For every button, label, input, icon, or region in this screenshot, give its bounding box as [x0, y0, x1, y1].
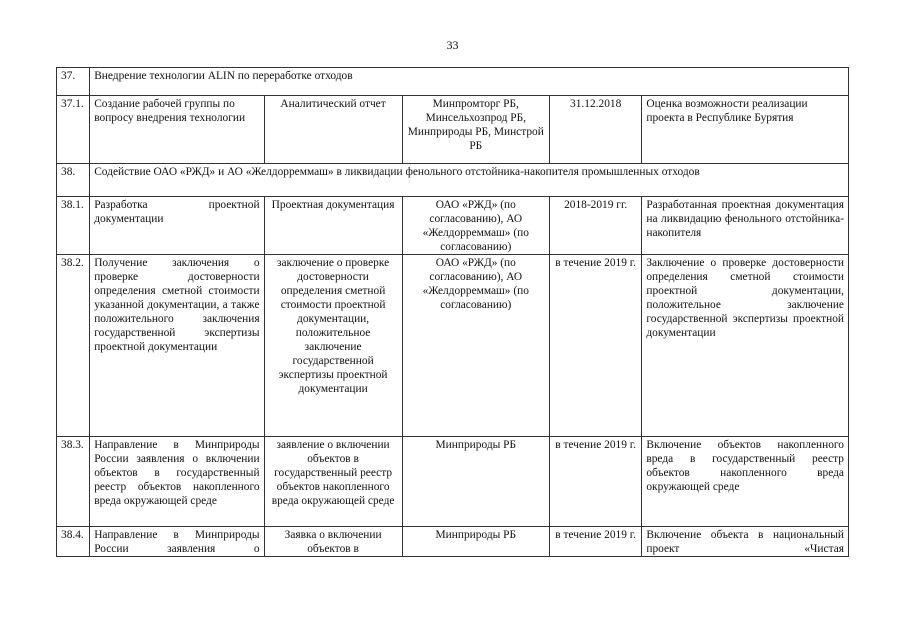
- deadline-cell: 2018-2019 гг.: [549, 197, 641, 255]
- action-cell: Разработка проектной документации: [90, 197, 264, 255]
- action-cell: Получение заключения о проверке достоверности определения сметной стоимости указанной документации, а также положительного заключения государственной экспертизы проектной документации: [90, 255, 264, 437]
- result-type-text: Заявка о включении объектов в: [284, 529, 382, 555]
- item-number: 37.: [57, 68, 90, 96]
- item-number: 38.3.: [57, 437, 90, 527]
- result-type-cell: Проектная документация: [264, 197, 402, 255]
- table-row: [57, 255, 849, 437]
- item-number: 38.4.: [57, 527, 90, 557]
- responsible-cell: Минприроды РБ: [402, 437, 549, 527]
- action-cell: Создание рабочей группы по вопросу внедрения технологии: [90, 96, 264, 164]
- outcome-cell: [642, 527, 849, 557]
- table-row: [57, 437, 849, 527]
- action-cell: Направление в Минприроды России заявления о включении объектов в государственный реестр объектов накопленного вреда окружающей среде: [90, 437, 264, 527]
- responsible-cell: ОАО «РЖД» (по согласованию), АО «Желдорреммаш» (по согласованию): [402, 197, 549, 255]
- deadline-cell: в течение 2019 г.: [549, 437, 641, 527]
- section-title: Внедрение технологии ALIN по переработке отходов: [90, 68, 849, 96]
- item-number: 38.: [57, 164, 90, 197]
- outcome-cell: Включение объектов накопленного вреда в государственный реестр объектов накопленного вреда окружающей среде: [642, 437, 849, 527]
- result-type-cell: [264, 527, 402, 557]
- result-type-cell: заключение о проверке достоверности определения сметной стоимости проектной документации, положительное заключение государственной экспертизы проектной документации: [264, 255, 402, 437]
- result-type-cell: Аналитический отчет: [264, 96, 402, 164]
- outcome-text: Включение объекта в национальный проект «Чистая: [646, 529, 844, 555]
- item-number: 38.1.: [57, 197, 90, 255]
- responsible-text: Минприроды РБ: [435, 529, 516, 541]
- deadline-cell: 31.12.2018: [549, 96, 641, 164]
- table-row: [57, 527, 849, 557]
- deadline-cell: в течение 2019 г.: [549, 255, 641, 437]
- table-row-section: [57, 164, 849, 197]
- action-cell: [90, 527, 264, 557]
- outcome-cell: Оценка возможности реализации проекта в Республике Бурятия: [642, 96, 849, 164]
- outcome-cell: Заключение о проверке достоверности определения сметной стоимости проектной документации, положительное заключение государственной экспертизы проектной документации: [642, 255, 849, 437]
- result-type-cell: заявление о включении объектов в государственный реестр объектов накопленного вреда окружающей среде: [264, 437, 402, 527]
- responsible-cell: Минпромторг РБ, Минсельхозпрод РБ, Минприроды РБ, Минстрой РБ: [402, 96, 549, 164]
- deadline-text: в течение 2019 г.: [555, 529, 637, 541]
- page-number: 33: [446, 38, 459, 52]
- outcome-cell: Разработанная проектная документация на ликвидацию фенольного отстойника-накопителя: [642, 197, 849, 255]
- table-row: [57, 96, 849, 164]
- item-number: 38.2.: [57, 255, 90, 437]
- section-title: Содействие ОАО «РЖД» и АО «Желдорреммаш» в ликвидации фенольного отстойника-накопителя промышленных отходов: [90, 164, 849, 197]
- item-number: 37.1.: [57, 96, 90, 164]
- responsible-cell: [402, 527, 549, 557]
- deadline-cell: [549, 527, 641, 557]
- measures-table: [56, 67, 849, 557]
- action-text: Направление в Минприроды России заявления о: [94, 529, 260, 555]
- table-row: [57, 197, 849, 255]
- table-row-section: [57, 68, 849, 96]
- responsible-cell: ОАО «РЖД» (по согласованию), АО «Желдорреммаш» (по согласованию): [402, 255, 549, 437]
